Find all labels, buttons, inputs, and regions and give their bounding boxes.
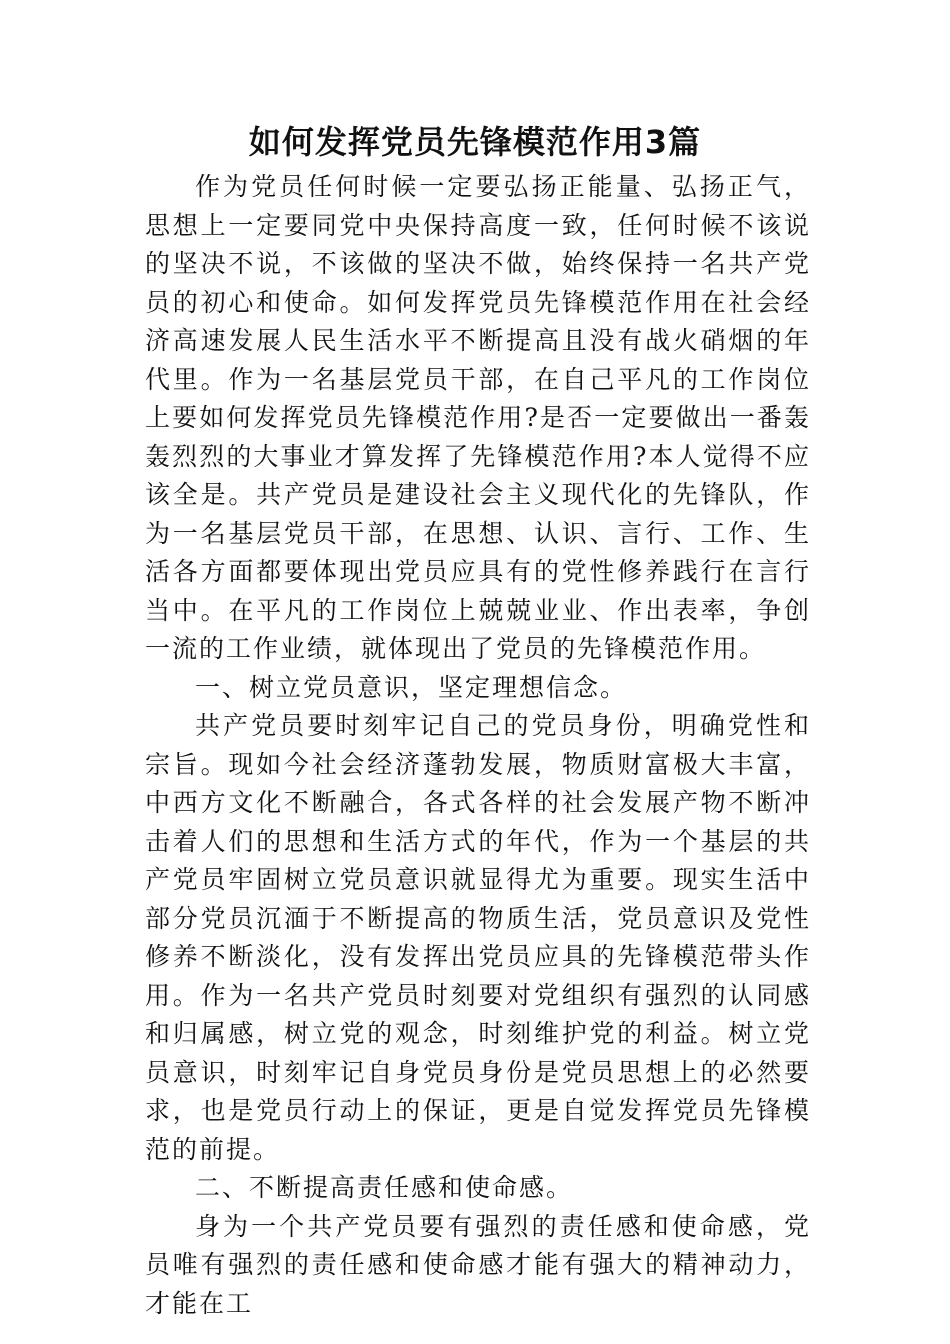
document-title: 如何发挥党员先锋模范作用3篇 <box>248 123 702 161</box>
section-heading-2: 二、不断提高责任感和使命感。 <box>195 1173 574 1202</box>
paragraph-section-1: 共产党员要时刻牢记自己的党员身份，明确党性和宗旨。现如今社会经济蓬勃发展，物质财富极大丰富，中西方文化不断融合，各式各样的社会发展产物不断冲击着人们的思想和生活方式的年代，作为一个基层的共产党员牢固树立党员意识就显得尤为重要。现实生活中部分党员沉湎于不断提高的物质生活，党员意识及党性修养不断淡化，没有发挥出党员应具的先锋模范带头作用。作为一名共产党员时刻要对党组织有强烈的认同感和归属感，树立党的观念，时刻维护党的利益。树立党员意识，时刻牢记自身党员身份是党员思想上的必然要求，也是党员行动上的保证，更是自觉发挥党员先锋模范的前提。 <box>145 711 811 1164</box>
document-body <box>145 168 811 1323</box>
section-heading-1: 一、树立党员意识，坚定理想信念。 <box>195 672 628 702</box>
paragraph-section-2: 身为一个共产党员要有强烈的责任感和使命感，党员唯有强烈的责任感和使命感才能有强大的精神动力，才能在工 <box>145 1211 811 1318</box>
paragraph-intro: 作为党员任何时候一定要弘扬正能量、弘扬正气，思想上一定要同党中央保持高度一致，任何时候不该说的坚决不说，不该做的坚决不做，始终保持一名共产党员的初心和使命。如何发挥党员先锋模范作用在社会经济高速发展人民生活水平不断提高且没有战火硝烟的年代里。作为一名基层党员干部，在自己平凡的工作岗位上要如何发挥党员先锋模范作用?是否一定要做出一番轰轰烈烈的大事业才算发挥了先锋模范作用?本人觉得不应该全是。共产党员是建设社会主义现代化的先锋队，作为一名基层党员干部，在思想、认识、言行、工作、生活各方面都要体现出党员应具有的党性修养践行在言行当中。在平凡的工作岗位上兢兢业业、作出表率，争创一流的工作业绩，就体现出了党员的先锋模范作用。 <box>145 172 811 663</box>
